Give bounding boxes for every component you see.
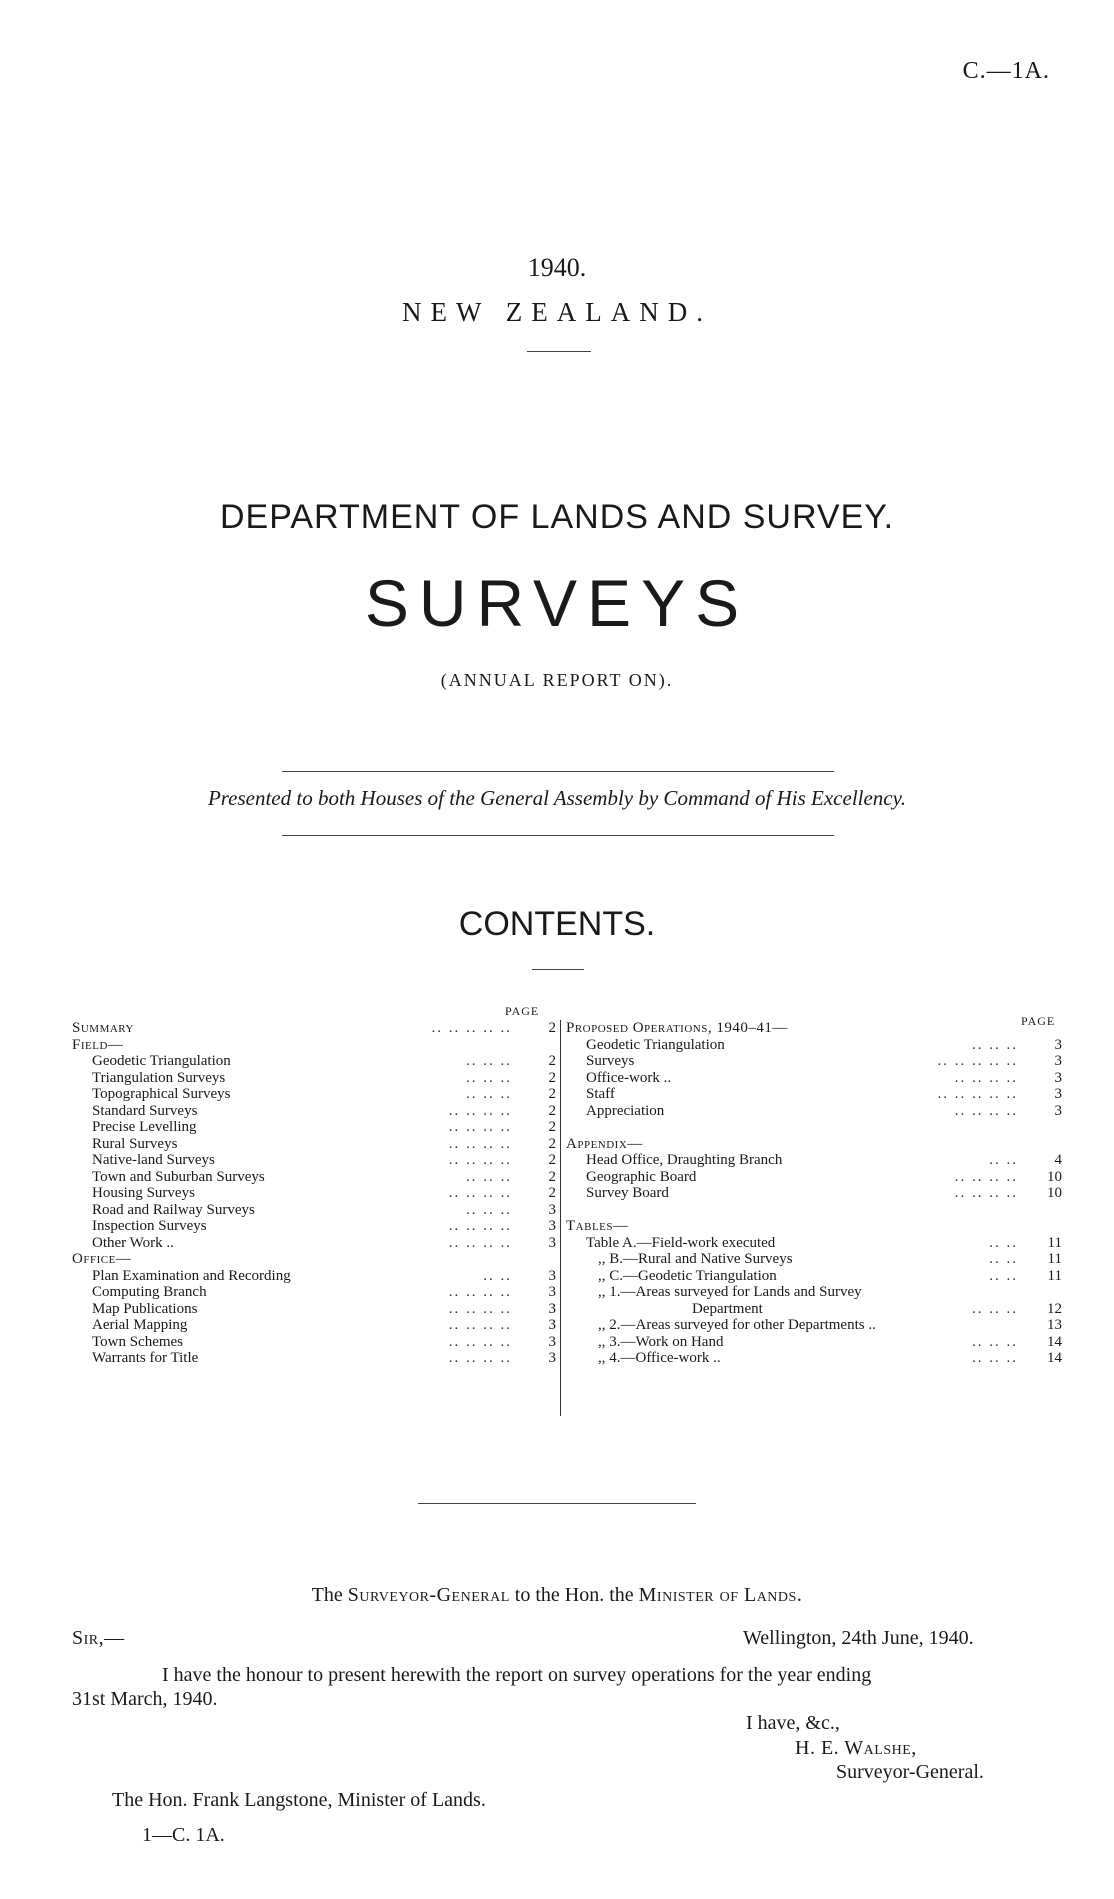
page-column-header-left: PAGE [505,1004,540,1018]
contents-row [566,1152,1062,1169]
contents-row [566,1350,1062,1367]
contents-page-number: 3 [1054,1086,1062,1102]
contents-row [72,1317,556,1334]
contents-page-number: 14 [1047,1333,1062,1350]
contents-entry-label: Rural Surveys [92,1135,178,1152]
contents-leader-dots: .. .. .. .. [448,1317,512,1333]
contents-row [72,1169,556,1186]
contents-entry-label: Aerial Mapping [92,1317,188,1333]
contents-entry-label: ,, 3.—Work on Hand [598,1333,724,1350]
contents-row [72,1185,556,1202]
place-date: Wellington, 24th June, 1940. [743,1627,974,1649]
contents-right-column [566,1020,1062,1367]
signatory: H. E. Walshe, [795,1737,917,1759]
contents-row [72,1070,556,1087]
contents-row [72,1301,556,1318]
contents-row [72,1103,556,1120]
contents-leader-dots: .. .. [483,1267,512,1284]
contents-page-number: 3 [1054,1069,1062,1086]
document-code: C.—1A. [962,58,1050,84]
contents-entry-label: ,, 4.—Office-work .. [598,1350,721,1366]
contents-entry-label: Town and Suburban Surveys [92,1168,265,1185]
contents-leader-dots: .. .. .. [466,1201,512,1218]
contents-row [72,1350,556,1367]
contents-page-number: 3 [1054,1102,1062,1119]
contents-row [72,1268,556,1285]
divider [527,351,591,352]
contents-entry-label: ,, 1.—Areas surveyed for Lands and Survey [598,1284,862,1300]
contents-row [72,1136,556,1153]
contents-page-number: 2 [548,1152,556,1168]
contents-entry-label: Table A.—Field-work executed [586,1234,776,1251]
contents-row [72,1119,556,1136]
contents-leader-dots: .. .. .. .. .. [431,1020,512,1036]
contents-row [72,1152,556,1169]
contents-entry-label: ,, B.—Rural and Native Surveys [598,1251,793,1267]
contents-row [566,1268,1062,1285]
letter-heading-mid: to the Hon. the [509,1584,639,1606]
contents-leader-dots: .. .. .. .. [954,1069,1018,1086]
contents-row [566,1037,1062,1054]
contents-page-number: 2 [548,1119,556,1135]
divider [532,969,584,970]
contents-row [72,1334,556,1351]
contents-leader-dots: .. .. .. [972,1036,1018,1053]
contents-entry-label: Summary [72,1020,134,1036]
signatory-title: Surveyor-General. [836,1761,984,1783]
contents-page-number: 2 [548,1053,556,1069]
divider [418,1503,696,1504]
contents-page-number: 3 [548,1218,556,1234]
contents-page-number: 11 [1047,1251,1062,1267]
contents-page-number: 2 [548,1086,556,1102]
contents-leader-dots: .. .. [989,1267,1018,1284]
contents-leader-dots: .. .. .. .. [448,1135,512,1152]
contents-entry-label: Town Schemes [92,1333,184,1350]
contents-entry-label: Native-land Surveys [92,1152,215,1168]
page-column-header-right: PAGE [1021,1014,1056,1028]
contents-row [566,1020,1062,1037]
contents-row [566,1317,1062,1334]
letter-body-line2: 31st March, 1940. [72,1688,218,1710]
contents-leader-dots: .. .. .. .. [448,1218,512,1234]
contents-entry-label: Surveys [586,1053,635,1069]
contents-row [566,1251,1062,1268]
contents-leader-dots: .. .. .. .. [448,1300,512,1317]
contents-page-number: 12 [1047,1300,1062,1317]
closing: I have, &c., [746,1712,840,1734]
contents-entry-label: Topographical Surveys [92,1086,231,1102]
contents-entry-label: Geodetic Triangulation [92,1053,231,1069]
contents-row [566,1053,1062,1070]
contents-page-number: 11 [1047,1234,1062,1251]
department-name: DEPARTMENT OF LANDS AND SURVEY. [219,498,895,536]
contents-entry-label: Standard Surveys [92,1102,198,1119]
contents-page-number: 2 [548,1168,556,1185]
contents-row [566,1103,1062,1120]
contents-entry-label: Office— [72,1251,132,1267]
contents-entry-label: Head Office, Draughting Branch [586,1152,783,1168]
contents-entry-label: Survey Board [586,1185,669,1201]
letter-heading [0,1584,1114,1607]
letter-from: Surveyor-General [347,1584,510,1606]
contents-row [566,1235,1062,1252]
contents-page-number: 2 [548,1069,556,1086]
column-divider [560,1020,561,1416]
contents-page-number: 3 [548,1300,556,1317]
contents-row [72,1218,556,1235]
contents-entry-label: Office-work .. [586,1069,672,1086]
contents-page-number: 2 [548,1020,556,1036]
contents-leader-dots: .. .. .. .. [954,1102,1018,1119]
letter-heading-pre: The [311,1584,348,1606]
contents-leader-dots: .. .. .. .. [954,1168,1018,1185]
letter-body-line1: I have the honour to present herewith the report on survey operations for the year ending [162,1664,872,1686]
country-name: NEW ZEALAND. [402,297,712,327]
contents-leader-dots: .. .. .. .. [448,1185,512,1201]
contents-entry-label: Appreciation [586,1102,665,1119]
contents-entry-label: Geographic Board [586,1168,697,1185]
contents-heading: CONTENTS. [458,905,656,943]
salutation: Sir,— [72,1627,125,1649]
contents-page-number: 3 [548,1333,556,1350]
contents-row [566,1119,1062,1136]
report-title: SURVEYS [364,566,750,640]
divider [282,835,834,836]
contents-row [566,1284,1062,1301]
contents-row [72,1020,556,1037]
contents-page-number: 10 [1047,1168,1062,1185]
contents-entry-label: Computing Branch [92,1284,207,1300]
contents-row [72,1202,556,1219]
contents-page-number: 3 [548,1267,556,1284]
contents-leader-dots: .. .. .. .. .. [937,1086,1018,1102]
contents-row [72,1086,556,1103]
contents-entry-label: Road and Railway Surveys [92,1201,255,1218]
report-year: 1940. [527,253,587,282]
contents-row [72,1037,556,1054]
contents-leader-dots: .. .. .. .. [448,1152,512,1168]
footer-code: 1—C. 1A. [142,1824,225,1846]
contents-page-number: 3 [548,1317,556,1333]
contents-leader-dots: .. .. .. .. [954,1185,1018,1201]
contents-entry-label: Housing Surveys [92,1185,195,1201]
contents-leader-dots: .. .. [989,1251,1018,1267]
contents-row [566,1301,1062,1318]
contents-page-number: 2 [548,1185,556,1201]
contents-leader-dots: .. .. .. .. .. [937,1053,1018,1069]
contents-page-number: 14 [1047,1350,1062,1366]
contents-leader-dots: .. .. .. [972,1300,1018,1317]
contents-page-number: 11 [1047,1267,1062,1284]
contents-page-number: 10 [1047,1185,1062,1201]
contents-entry-label: Plan Examination and Recording [92,1267,291,1284]
contents-row [72,1053,556,1070]
contents-leader-dots: .. .. .. .. [448,1119,512,1135]
contents-row [566,1086,1062,1103]
contents-page-number: 3 [548,1201,556,1218]
divider [282,771,834,772]
contents-row [72,1251,556,1268]
contents-row [566,1202,1062,1219]
contents-leader-dots: .. .. .. .. [448,1284,512,1300]
contents-page-number: 3 [548,1284,556,1300]
contents-entry-label: ,, C.—Geodetic Triangulation [598,1267,777,1284]
contents-leader-dots: .. .. .. [972,1350,1018,1366]
contents-entry-label: Tables— [566,1218,629,1234]
contents-page-number: 2 [548,1135,556,1152]
contents-entry-label: Triangulation Surveys [92,1069,226,1086]
contents-page-number: 3 [1054,1053,1062,1069]
report-subtitle: (ANNUAL REPORT ON). [440,670,674,690]
contents-page-number: 2 [548,1102,556,1119]
contents-leader-dots: .. .. [989,1152,1018,1168]
contents-entry-label: ,, 2.—Areas surveyed for other Departments .. [598,1317,876,1333]
contents-left-column [72,1020,556,1367]
contents-page-number: 3 [548,1234,556,1251]
contents-row [72,1284,556,1301]
contents-leader-dots: .. .. .. .. [448,1102,512,1119]
contents-row [72,1235,556,1252]
contents-entry-label: Geodetic Triangulation [586,1036,725,1053]
contents-row [566,1218,1062,1235]
contents-leader-dots: .. .. .. [466,1168,512,1185]
contents-row [566,1185,1062,1202]
contents-page-number: 3 [1054,1036,1062,1053]
contents-entry-label: Other Work .. [92,1234,174,1251]
contents-leader-dots: .. .. .. [972,1333,1018,1350]
contents-entry-label: Staff [586,1086,615,1102]
contents-page-number: 3 [548,1350,556,1366]
contents-leader-dots: .. .. .. .. [448,1350,512,1366]
contents-leader-dots: .. .. .. [466,1069,512,1086]
contents-entry-label: Appendix— [566,1135,643,1152]
contents-entry-label: Field— [72,1036,124,1053]
addressee: The Hon. Frank Langstone, Minister of Lands. [112,1789,486,1811]
contents-row [566,1334,1062,1351]
contents-row [566,1136,1062,1153]
contents-leader-dots: .. .. [989,1234,1018,1251]
contents-row [566,1070,1062,1087]
contents-entry-label: Warrants for Title [92,1350,199,1366]
contents-entry-label: Precise Levelling [92,1119,197,1135]
contents-row [566,1169,1062,1186]
contents-page-number: 4 [1054,1152,1062,1168]
contents-entry-label: Inspection Surveys [92,1218,207,1234]
contents-entry-label: Map Publications [92,1300,198,1317]
contents-leader-dots: .. .. .. [466,1086,512,1102]
contents-leader-dots: .. .. .. [466,1053,512,1069]
presented-statement: Presented to both Houses of the General Assembly by Command of His Excellency. [207,786,907,810]
contents-entry-label: Department [692,1300,763,1317]
contents-page-number: 13 [1047,1317,1062,1333]
letter-to: Minister of Lands. [638,1584,803,1606]
contents-leader-dots: .. .. .. .. [448,1234,512,1251]
contents-entry-label: Proposed Operations, 1940–41— [566,1020,788,1036]
contents-leader-dots: .. .. .. .. [448,1333,512,1350]
